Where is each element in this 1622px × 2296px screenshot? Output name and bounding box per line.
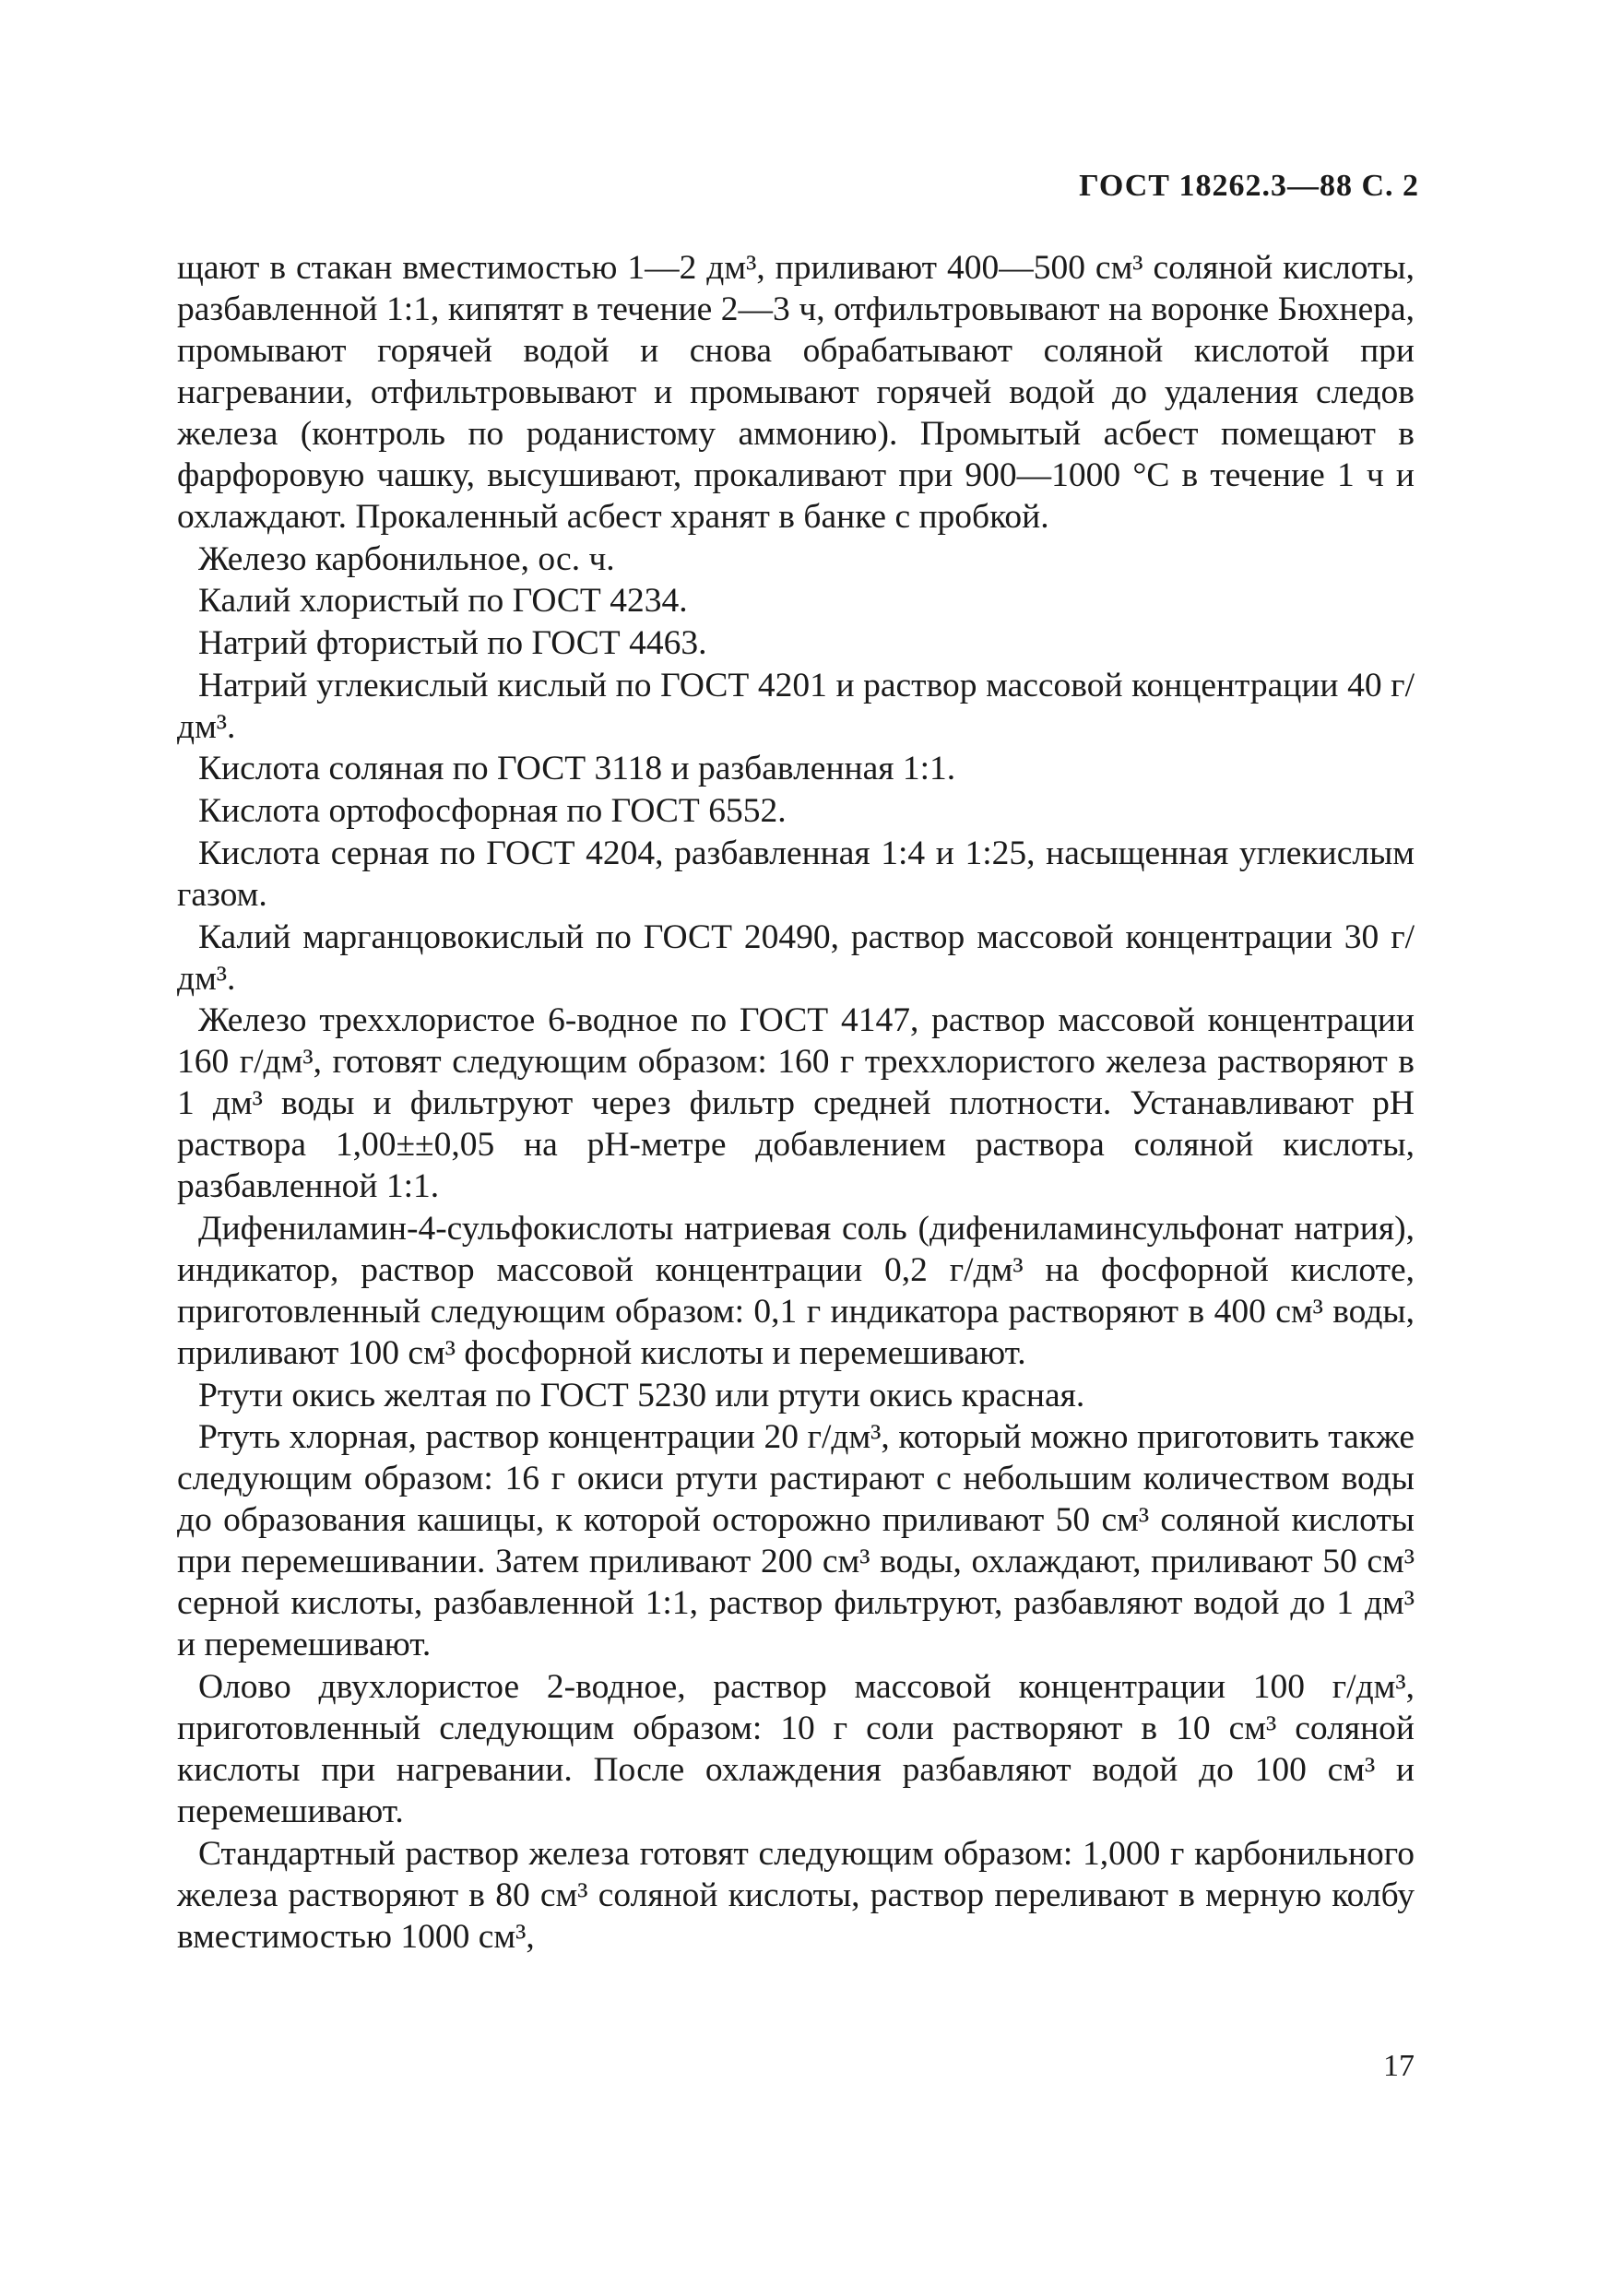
- paragraph: Олово двухлористое 2-водное, раствор массовой концентрации 100 г/дм³, приготовленный следующим образом: 10 г соли растворяют в 10 см³ соляной кислоты при нагревании. После охлаждения разбавляют водой до 100 см³ и перемешивают.: [177, 1667, 1415, 1830]
- body-text: [177, 247, 1415, 1958]
- paragraph: Натрий фтористый по ГОСТ 4463.: [198, 624, 707, 663]
- paragraph: Кислота ортофосфорная по ГОСТ 6552.: [198, 792, 787, 831]
- paragraph: щают в стакан вместимостью 1—2 дм³, приливают 400—500 см³ соляной кислоты, разбавленной 1:1, кипятят в течение 2—3 ч, отфильтровывают на воронке Бюхнера, промывают горячей водой и снова обрабатывают соляной кислотой при нагревании, отфильтровывают и промывают горячей водой до удаления следов железа (контроль по роданистому аммонию). Промытый асбест помещают в фарфоровую чашку, высушивают, прокаливают при 900—1000 °C в течение 1 ч и охлаждают. Прокаленный асбест хранят в банке с пробкой.: [177, 249, 1415, 536]
- paragraph: Ртути окись желтая по ГОСТ 5230 или ртути окись красная.: [198, 1376, 1085, 1414]
- page-number: 17: [1383, 2049, 1415, 2083]
- paragraph: Стандартный раствор железа готовят следующим образом: 1,000 г карбонильного железа растворяют в 80 см³ соляной кислоты, раствор переливают в мерную колбу вместимостью 1000 см³,: [177, 1834, 1415, 1956]
- paragraph: Калий марганцовокислый по ГОСТ 20490, раствор массовой концентрации 30 г/дм³.: [177, 917, 1415, 998]
- paragraph: Железо карбонильное, ос. ч.: [198, 539, 615, 578]
- paragraph: Дифениламин-4-сульфокислоты натриевая соль (дифениламинсульфонат натрия), индикатор, раствор массовой концентрации 0,2 г/дм³ на фосфорной кислоте, приготовленный следующим образом: 0,1 г индикатора растворяют в 400 см³ воды, приливают 100 см³ фосфорной кислоты и перемешивают.: [177, 1209, 1415, 1372]
- paragraph: Калий хлористый по ГОСТ 4234.: [198, 582, 688, 621]
- paragraph: Кислота соляная по ГОСТ 3118 и разбавленная 1:1.: [198, 750, 956, 788]
- paragraph: Железо треххлористое 6-водное по ГОСТ 4147, раствор массовой концентрации 160 г/дм³, готовят следующим образом: 160 г треххлористого железа растворяют в 1 дм³ воды и фильтруют через фильтр средней плотности. Устанавливают pH раствора 1,00±±0,05 на pH-метре добавлением раствора соляной кислоты, разбавленной 1:1.: [177, 1001, 1415, 1206]
- paragraph: Кислота серная по ГОСТ 4204, разбавленная 1:4 и 1:25, насыщенная углекислым газом.: [177, 834, 1415, 914]
- running-header: ГОСТ 18262.3—88 С. 2: [1079, 169, 1419, 203]
- paragraph: Натрий углекислый кислый по ГОСТ 4201 и раствор массовой концентрации 40 г/дм³.: [177, 666, 1415, 746]
- paragraph: Ртуть хлорная, раствор концентрации 20 г/дм³, который можно приготовить также следующим образом: 16 г окиси ртути растирают с небольшим количеством воды до образования кашицы, к которой осторожно приливают 50 см³ соляной кислоты при перемешивании. Затем приливают 200 см³ воды, охлаждают, приливают 50 см³ серной кислоты, разбавленной 1:1, раствор фильтруют, разбавляют водой до 1 дм³ и перемешивают.: [177, 1418, 1415, 1664]
